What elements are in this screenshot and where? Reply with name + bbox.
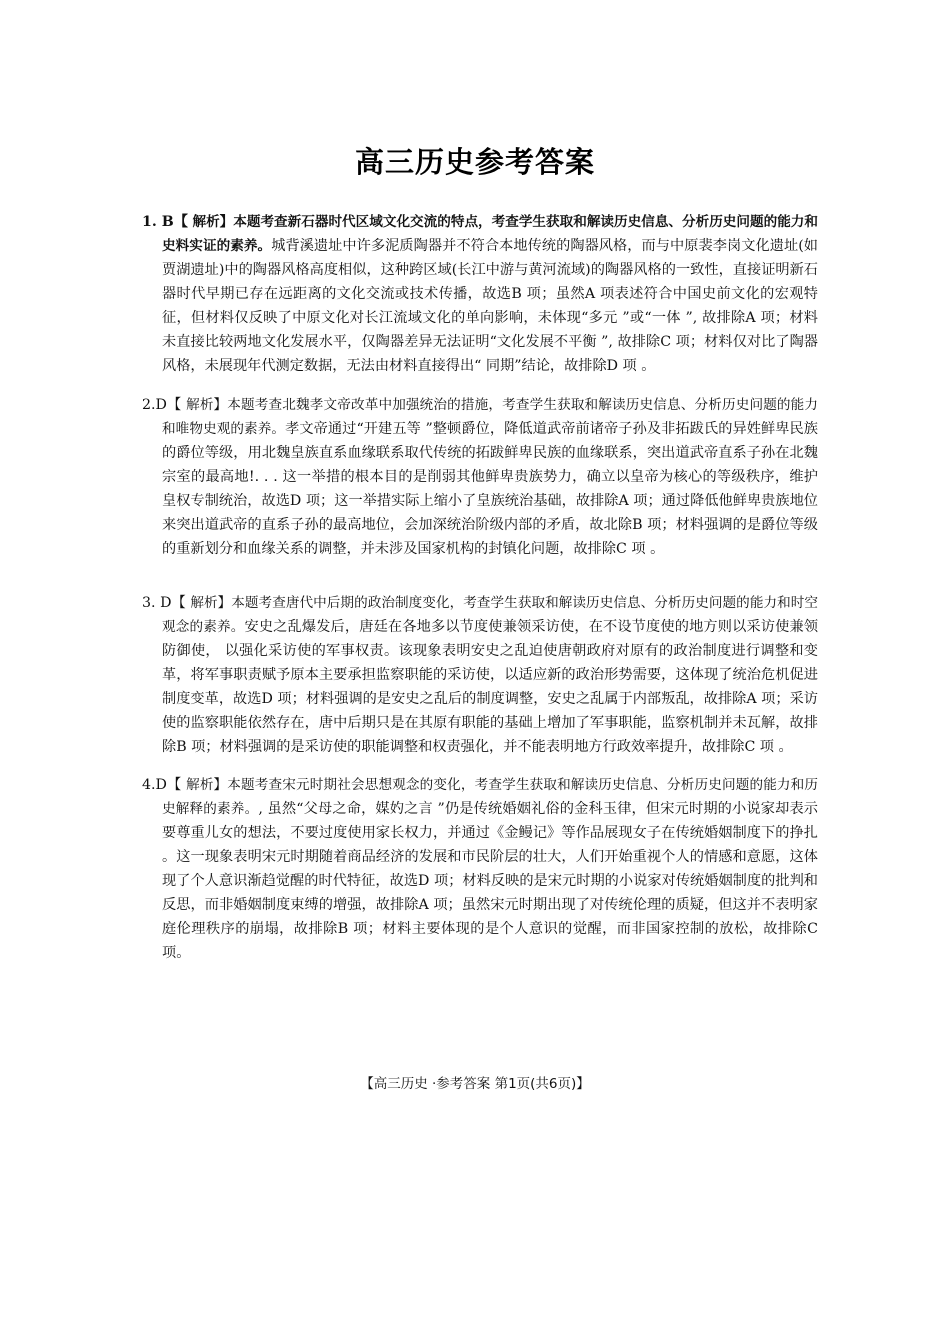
answer-analysis-lead: 解析】本题考查宋元时期社会思想观念的变化，考查学生获取和解读历史信息、分析历史问题的能力和历史解释的素养。 <box>162 777 819 817</box>
answer-analysis-body: , 虽然“父母之命，媒妁之言 ”仍是传统婚姻礼俗的金科玉律，但宋元时期的小说家却表示要尊重儿女的想法，不要过度使用家长权力，并通过《金鳗记》等作品展现女子在传统婚姻制度下的挣扎 。这一现象表明宋元时期随着商品经济的发展和市民阶层的壮大，人们开始重视个人的情感和意愿，这体现了个人意识渐趋觉醒的时代特征，故选D 项；材料反映的是宋元时期的小说家对传统婚姻制度的批判和反思，而非婚姻制度束缚的增强，故排除A 项；虽然宋元时期出现了对传统伦理的质疑，但这并不表明家庭伦理秩序的崩塌，故排除B 项；材料主要体现的是个人意识的觉醒，而非国家控制的放松，故排除C 项。 <box>162 801 818 961</box>
answer-analysis-lead: 解析】本题考查新石器时代区域文化交流的特点，考查学生获取和解读历史信息、分析历史问题的能力和史料实证的素养。 <box>162 214 818 254</box>
answer-analysis-lead: 解析】本题考查唐代中后期的政治制度变化，考查学生获取和解读历史信息、分析历史问题的能力和时空观念的素养。 <box>162 595 818 635</box>
answer-number: 2.D【 <box>142 397 182 413</box>
answer-item-1 <box>142 210 818 378</box>
answer-item-2 <box>142 393 818 561</box>
answer-analysis-body: 安史之乱爆发后，唐廷在各地多以节度使兼领采访使，在不设节度使的地方则以采访使兼领防御使， 以强化采访使的军事权责。该现象表明安史之乱迫使唐朝政府对原有的政治制度进行调整和变革，将军事职责赋予原本主要承担监察职能的采访使，以适应新的政治形势需要，这体现了统治危机促进制度变革，故选D 项；材料强调的是安史之乱后的制度调整，安史之乱属于内部叛乱，故排除A 项；采访使的监察职能依然存在，唐中后期只是在其原有职能的基础上增加了军事职能，监察机制并未瓦解，故排除B 项；材料强调的是采访使的职能调整和权责强化，并不能表明地方行政效率提升，故排除C 项 。 <box>162 619 819 755</box>
page-title: 高三历史参考答案 <box>354 145 595 179</box>
answer-number: 1. B【 <box>142 214 188 230</box>
answer-item-3 <box>142 591 818 759</box>
answer-analysis-body: 城背溪遗址中许多泥质陶器并不符合本地传统的陶器风格，而与中原裴李岗文化遗址(如贾湖遗址)中的陶器风格高度相似，这种跨区域(长江中游与黄河流域)的陶器风格的一致性，直接证明新石器时代早期已存在远距离的文化交流或技术传播，故选B 项；虽然A 项表述符合中国史前文化的宏观特征，但材料仅反映了中原文化对长江流域文化的单向影响，未体现“多元 ”或“一体 ”, 故排除A 项；材料未直接比较两地文化发展水平，仅陶器差异无法证明“文化发展不平衡 ”, 故排除C 项；材料仅对比了陶器风格，未展现年代测定数据，无法由材料直接得出“ 同期”结论，故排除D 项 。 <box>162 238 818 374</box>
answer-list <box>142 210 818 980</box>
answer-analysis-lead: 解析】本题考查北魏孝文帝改革中加强统治的措施，考查学生获取和解读历史信息、分析历史问题的能力和唯物史观的素养。 <box>162 397 819 437</box>
answer-number: 3. D【 <box>142 595 186 611</box>
answer-number: 4.D【 <box>142 777 182 793</box>
answer-analysis-body: 孝文帝通过“开建五等 ”整顿爵位，降低道武帝前诸帝子孙及非拓跋氏的异姓鲜卑民族的爵位等级，用北魏皇族直系血缘联系取代传统的拓跋鲜卑民族的血缘联系，突出道武帝直系子孙在北魏宗室的最高地!. . . 这一举措的根本目的是削弱其他鲜卑贵族势力，确立以皇帝为核心的等级秩序，维护皇权专制统治，故选D 项；这一举措实际上缩小了皇族统治基础，故排除A 项；通过降低他鲜卑贵族地位来突出道武帝的直系子孙的最高地位，会加深统治阶级内部的矛盾，故北除B 项；材料强调的是爵位等级的重新划分和血缘关系的调整，并未涉及国家机构的封镇化问题，故排除C 项 。 <box>162 421 818 557</box>
page-footer: 【高三历史 ·参考答案 第1页(共6页)】 <box>360 1076 590 1092</box>
answer-item-4 <box>142 773 818 965</box>
